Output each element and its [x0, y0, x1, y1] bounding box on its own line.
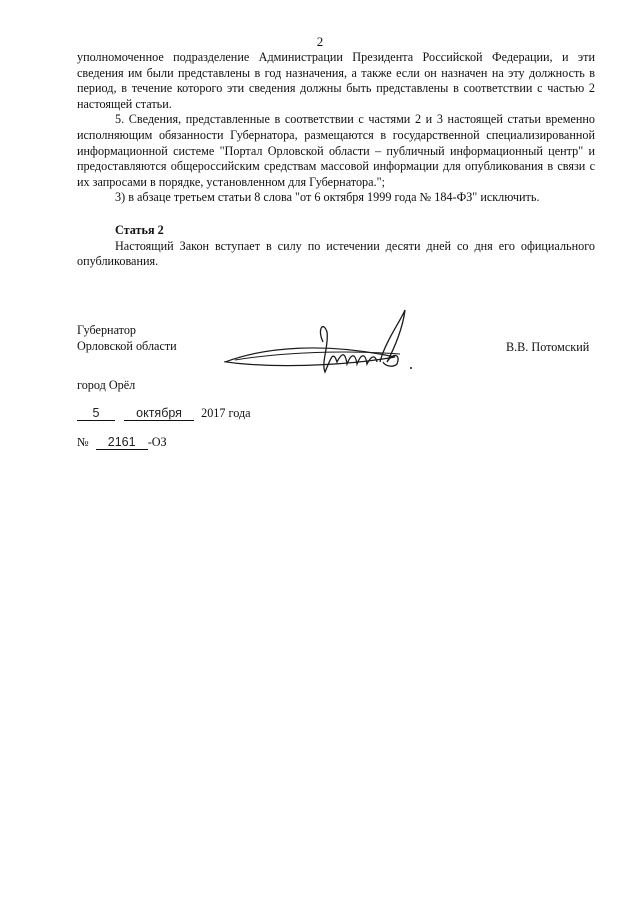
- law-number: [77, 435, 167, 450]
- paragraph-continuation: уполномоченное подразделение Администрации Президента Российской Федерации, и эти сведения им были представлены в год назначения, а также если он назначен на эту должность в период, в течение которого эти сведения должны быть представлены в соответствии с частью 2 настоящей статьи.: [77, 50, 595, 111]
- number-sign: №: [77, 435, 89, 449]
- handwritten-signature: [205, 302, 425, 392]
- signatory-name: В.В. Потомский: [506, 340, 590, 354]
- signatory-position: [77, 322, 177, 354]
- number-value: 2161: [96, 435, 148, 450]
- position-line-2: Орловской области: [77, 339, 177, 353]
- date-day: 5: [77, 406, 115, 421]
- date-year: 2017 года: [201, 406, 251, 420]
- paragraph-article-2: Настоящий Закон вступает в силу по истечении десяти дней со дня его официального опубликования.: [77, 238, 595, 269]
- paragraph-item-5: 5. Сведения, представленные в соответствии с частями 2 и 3 настоящей статьи временно исполняющим обязанности Губернатора, размещаются в государственной специализированной информационной системе "Портал Орловской области – публичный информационный центр" и предоставляются общероссийским средствам массовой информации для опубликования в связи с их запросами в порядке, установленном для Губернатора.";: [77, 112, 595, 189]
- number-suffix: -ОЗ: [147, 435, 167, 449]
- date-month: октября: [124, 406, 194, 421]
- document-body: [77, 50, 595, 270]
- position-line-1: Губернатор: [77, 323, 137, 337]
- article-title: Статья 2: [115, 222, 164, 237]
- city: город Орёл: [77, 378, 136, 392]
- paragraph-item-3: 3) в абзаце третьем статьи 8 слова "от 6 октября 1999 года № 184-ФЗ" исключить.: [115, 190, 540, 205]
- signing-date: [77, 406, 251, 421]
- page-number: 2: [316, 34, 324, 49]
